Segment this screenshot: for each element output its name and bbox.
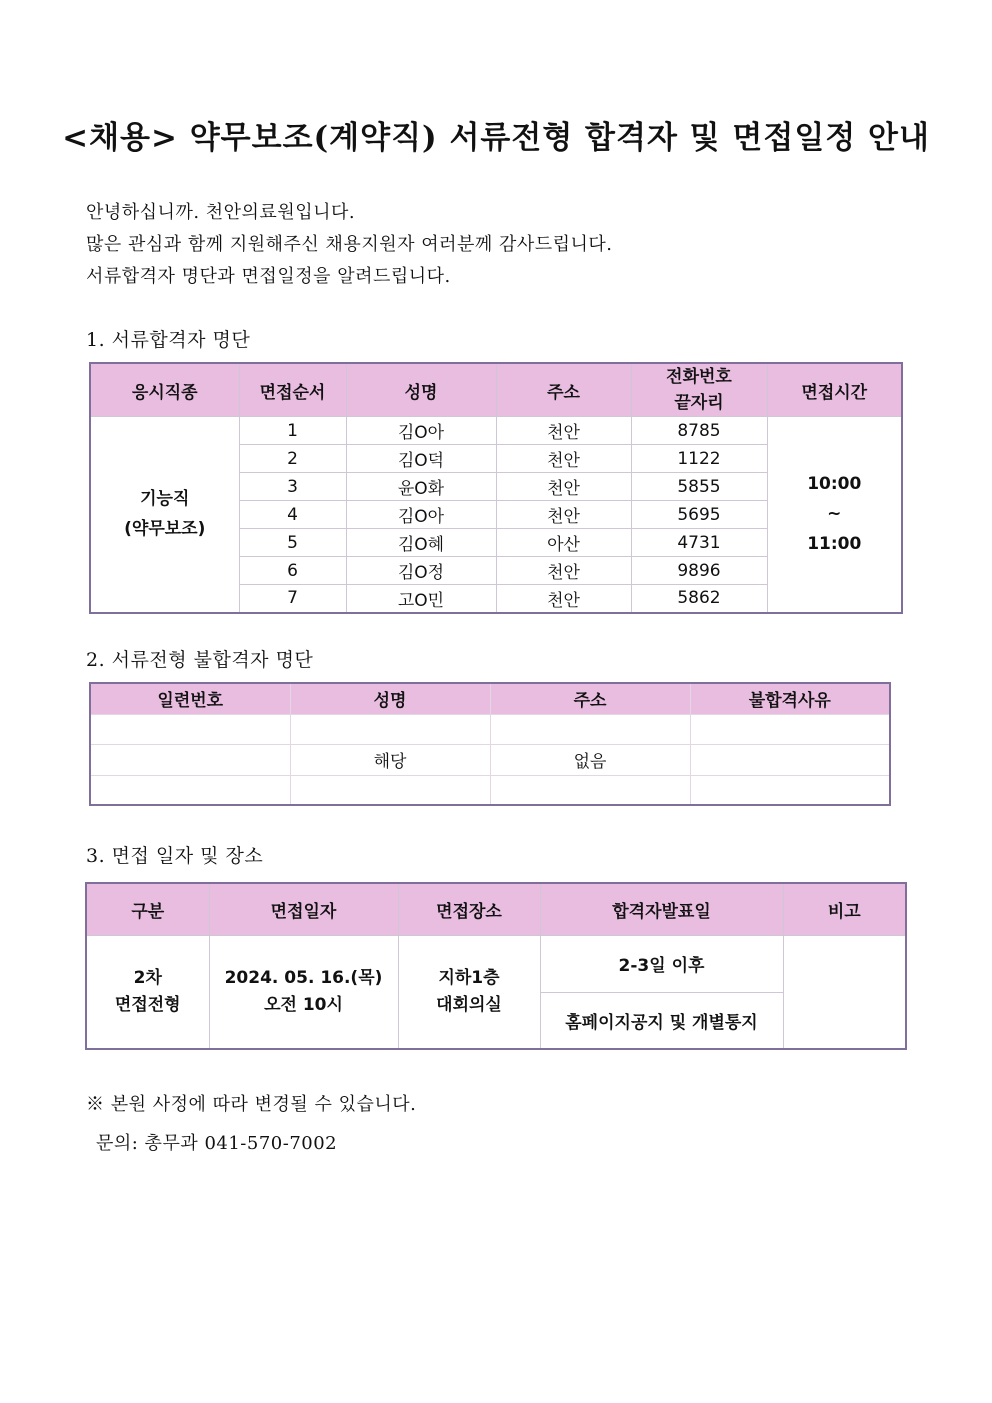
header-job-type: 응시직종 [90,363,239,417]
name-cell: 김O혜 [346,529,496,557]
table-row [90,714,890,744]
place-line1: 지하1층 [438,967,500,988]
phone-cell: 1122 [631,445,767,473]
failed-applicants-table [89,682,891,806]
header-place: 면접장소 [398,883,540,935]
name-cell: 김O정 [346,557,496,585]
note-cell [783,935,906,1049]
none-address-cell: 없음 [490,744,690,775]
header-address: 주소 [496,363,631,417]
job-type-line1: 기능직 [140,489,190,510]
header-order: 면접순서 [239,363,346,417]
table-row [90,417,902,445]
phone-cell: 5855 [631,473,767,501]
phone-cell: 8785 [631,417,767,445]
interview-time-cell [767,417,902,613]
date-cell [209,935,398,1049]
table-row [90,775,890,805]
passed-applicants-table [89,362,903,614]
empty-cell [290,714,490,744]
address-cell: 천안 [496,473,631,501]
header-reason: 불합격사유 [690,683,890,714]
phone-cell: 5695 [631,501,767,529]
page-title: <채용> 약무보조(계약직) 서류전형 합격자 및 면접일정 안내 [62,120,930,156]
empty-cell [690,775,890,805]
empty-cell [490,775,690,805]
phone-cell: 9896 [631,557,767,585]
order-cell: 1 [239,417,346,445]
time-end: 11:00 [807,534,862,555]
section3-heading: 3. 면접 일자 및 장소 [86,845,264,867]
address-cell: 천안 [496,417,631,445]
interview-schedule-table [85,882,907,1050]
address-cell: 천안 [496,445,631,473]
category-line2: 면접전형 [114,994,181,1015]
empty-cell [490,714,690,744]
table-header-row [90,363,902,417]
header-announcement: 합격자발표일 [540,883,783,935]
empty-cell [690,744,890,775]
header-interview-time: 면접시간 [767,363,902,417]
announce-date-cell: 2-3일 이후 [540,935,783,992]
name-cell: 윤O화 [346,473,496,501]
name-cell: 김O아 [346,417,496,445]
name-cell: 김O아 [346,501,496,529]
intro-line-3: 서류합격자 명단과 면접일정을 알려드립니다. [86,266,451,287]
name-cell: 김O덕 [346,445,496,473]
header-note: 비고 [783,883,906,935]
order-cell: 7 [239,585,346,613]
address-cell: 천안 [496,585,631,613]
order-cell: 6 [239,557,346,585]
phone-cell: 4731 [631,529,767,557]
intro-line-1: 안녕하십니까. 천안의료원입니다. [86,202,356,223]
date-line1: 2024. 05. 16.(목) [224,967,383,988]
category-line1: 2차 [133,967,162,988]
address-cell: 천안 [496,501,631,529]
header-phone: 전화번호 끝자리 [631,363,767,417]
order-cell: 4 [239,501,346,529]
notice-text: ※ 본원 사정에 따라 변경될 수 있습니다. [86,1094,417,1115]
place-cell [398,935,540,1049]
order-cell: 3 [239,473,346,501]
table-row [86,935,906,992]
order-cell: 2 [239,445,346,473]
name-cell: 고O민 [346,585,496,613]
header-serial: 일련번호 [90,683,290,714]
section2-heading: 2. 서류전형 불합격자 명단 [86,649,314,671]
header-name: 성명 [290,683,490,714]
time-start: 10:00 [807,474,862,495]
header-category: 구분 [86,883,209,935]
empty-cell [90,714,290,744]
empty-cell [90,744,290,775]
job-type-line2: (약무보조) [124,519,206,540]
table-row [90,744,890,775]
header-date: 면접일자 [209,883,398,935]
order-cell: 5 [239,529,346,557]
phone-cell: 5862 [631,585,767,613]
address-cell: 천안 [496,557,631,585]
header-name: 성명 [346,363,496,417]
place-line2: 대회의실 [436,994,502,1015]
section1-heading: 1. 서류합격자 명단 [86,329,251,351]
contact-text: 문의: 총무과 041-570-7002 [96,1133,338,1154]
none-name-cell: 해당 [290,744,490,775]
table-header-row [90,683,890,714]
time-separator: ~ [827,504,842,525]
announce-method-cell: 홈페이지공지 및 개별통지 [540,992,783,1049]
empty-cell [290,775,490,805]
category-cell [86,935,209,1049]
table-header-row [86,883,906,935]
address-cell: 아산 [496,529,631,557]
empty-cell [90,775,290,805]
date-line2: 오전 10시 [264,994,343,1015]
header-address: 주소 [490,683,690,714]
job-type-cell [90,417,239,613]
empty-cell [690,714,890,744]
intro-line-2: 많은 관심과 함께 지원해주신 채용지원자 여러분께 감사드립니다. [86,234,613,255]
